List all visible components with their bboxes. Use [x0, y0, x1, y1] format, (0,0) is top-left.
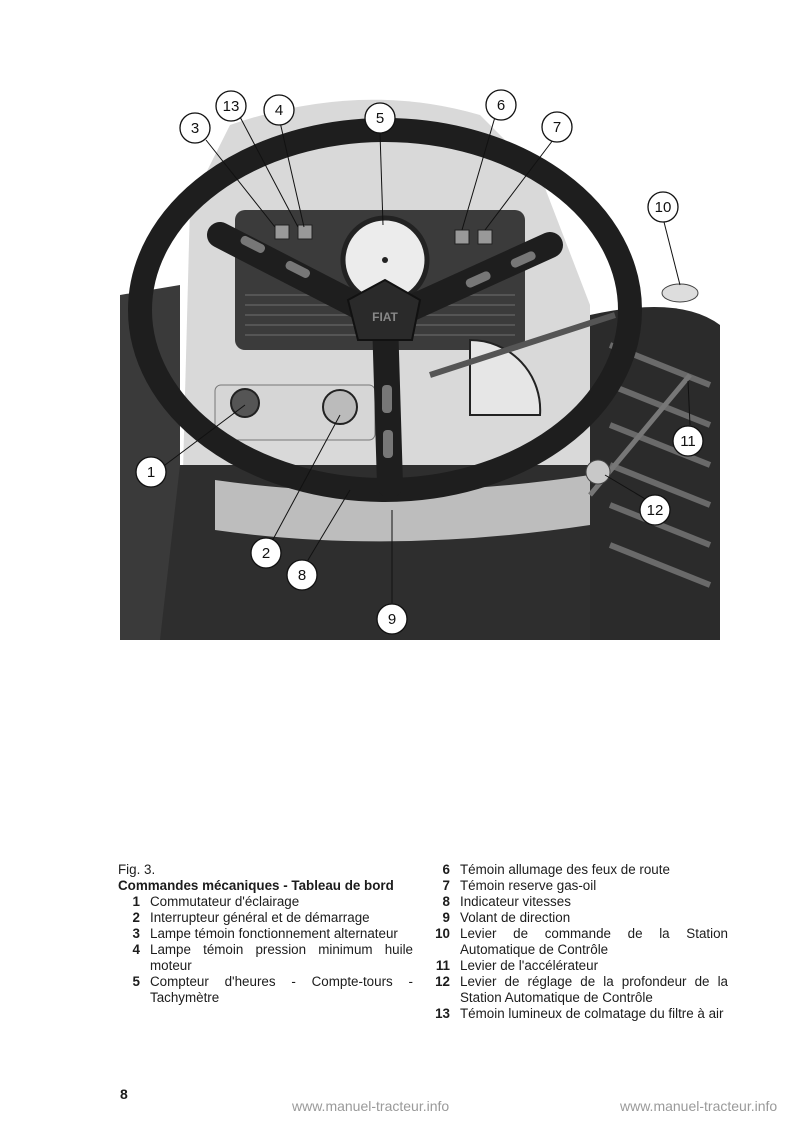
- ignition-switch[interactable]: [323, 390, 357, 424]
- dashboard-photo: [120, 85, 720, 640]
- callout-7: [542, 112, 572, 142]
- callout-10: [648, 192, 678, 222]
- svg-text:10: 10: [654, 199, 672, 216]
- alternator-lamp: [275, 225, 289, 239]
- watermark-link[interactable]: www.manuel-tracteur.info: [292, 1098, 450, 1114]
- oil-pressure-lamp: [298, 225, 312, 239]
- figure-title: Commandes mécaniques - Tableau de bord: [118, 878, 394, 893]
- svg-text:2: 2: [261, 545, 271, 562]
- legend-item: 10 Levier de commande de la Station Automatique de Contrôle: [435, 926, 728, 957]
- fuel-reserve-lamp: [478, 230, 492, 244]
- callout-11: [673, 426, 703, 456]
- svg-text:6: 6: [496, 97, 506, 114]
- svg-text:11: 11: [680, 433, 696, 450]
- svg-text:7: 7: [552, 119, 562, 136]
- legend-item: 4 Lampe témoin pression minimum huile moteur: [132, 942, 413, 973]
- svg-text:13: 13: [222, 98, 240, 115]
- dashboard-illustration: [120, 85, 720, 640]
- svg-text:1: 1: [146, 464, 156, 481]
- figure-caption: [118, 862, 413, 1006]
- legend-item: 12 Levier de réglage de la profondeur de la Station Automatique de Contrôle: [435, 974, 728, 1005]
- svg-text:8: 8: [297, 567, 307, 584]
- callout-12: [640, 495, 670, 525]
- legend-item: 3 Lampe témoin fonctionnement alternateur: [132, 926, 398, 941]
- legend-item: 7 Témoin reserve gas-oil: [442, 878, 597, 893]
- legend-item: 6 Témoin allumage des feux de route: [442, 862, 670, 877]
- legend-item: 8 Indicateur vitesses: [442, 894, 571, 909]
- emblem-text: FIAT: [372, 310, 398, 324]
- svg-text:5: 5: [375, 110, 385, 127]
- callout-13: [216, 91, 246, 121]
- callout-9: [377, 604, 407, 634]
- callout-4: [264, 95, 294, 125]
- legend-right-column: [428, 862, 728, 1022]
- figure-label: Fig. 3.: [118, 862, 156, 877]
- lever-knob-12[interactable]: [586, 460, 610, 484]
- callout-1: [136, 457, 166, 487]
- legend-item: 5 Compteur d'heures - Compte-tours - Tachymètre: [132, 974, 413, 1005]
- callout-2: [251, 538, 281, 568]
- callout-3: [180, 113, 210, 143]
- legend-item: 11 Levier de l'accélérateur: [435, 958, 599, 973]
- watermark-link[interactable]: www.manuel-tracteur.info: [620, 1098, 778, 1114]
- legend-left-column: [118, 894, 413, 1006]
- page-number: 8: [120, 1086, 128, 1102]
- callout-6: [486, 90, 516, 120]
- svg-text:3: 3: [190, 120, 200, 137]
- callout-5: [365, 103, 395, 133]
- legend-item: 9 Volant de direction: [442, 910, 571, 925]
- legend-item: 1 Commutateur d'éclairage: [132, 894, 300, 909]
- legend-item: 2 Interrupteur général et de démarrage: [132, 910, 370, 925]
- svg-text:12: 12: [646, 502, 664, 519]
- lever-knob-10[interactable]: [662, 284, 698, 302]
- svg-text:4: 4: [274, 102, 284, 119]
- legend-item: 13 Témoin lumineux de colmatage du filtre à air: [435, 1006, 724, 1021]
- high-beam-lamp: [455, 230, 469, 244]
- callout-8: [287, 560, 317, 590]
- svg-text:9: 9: [387, 611, 397, 628]
